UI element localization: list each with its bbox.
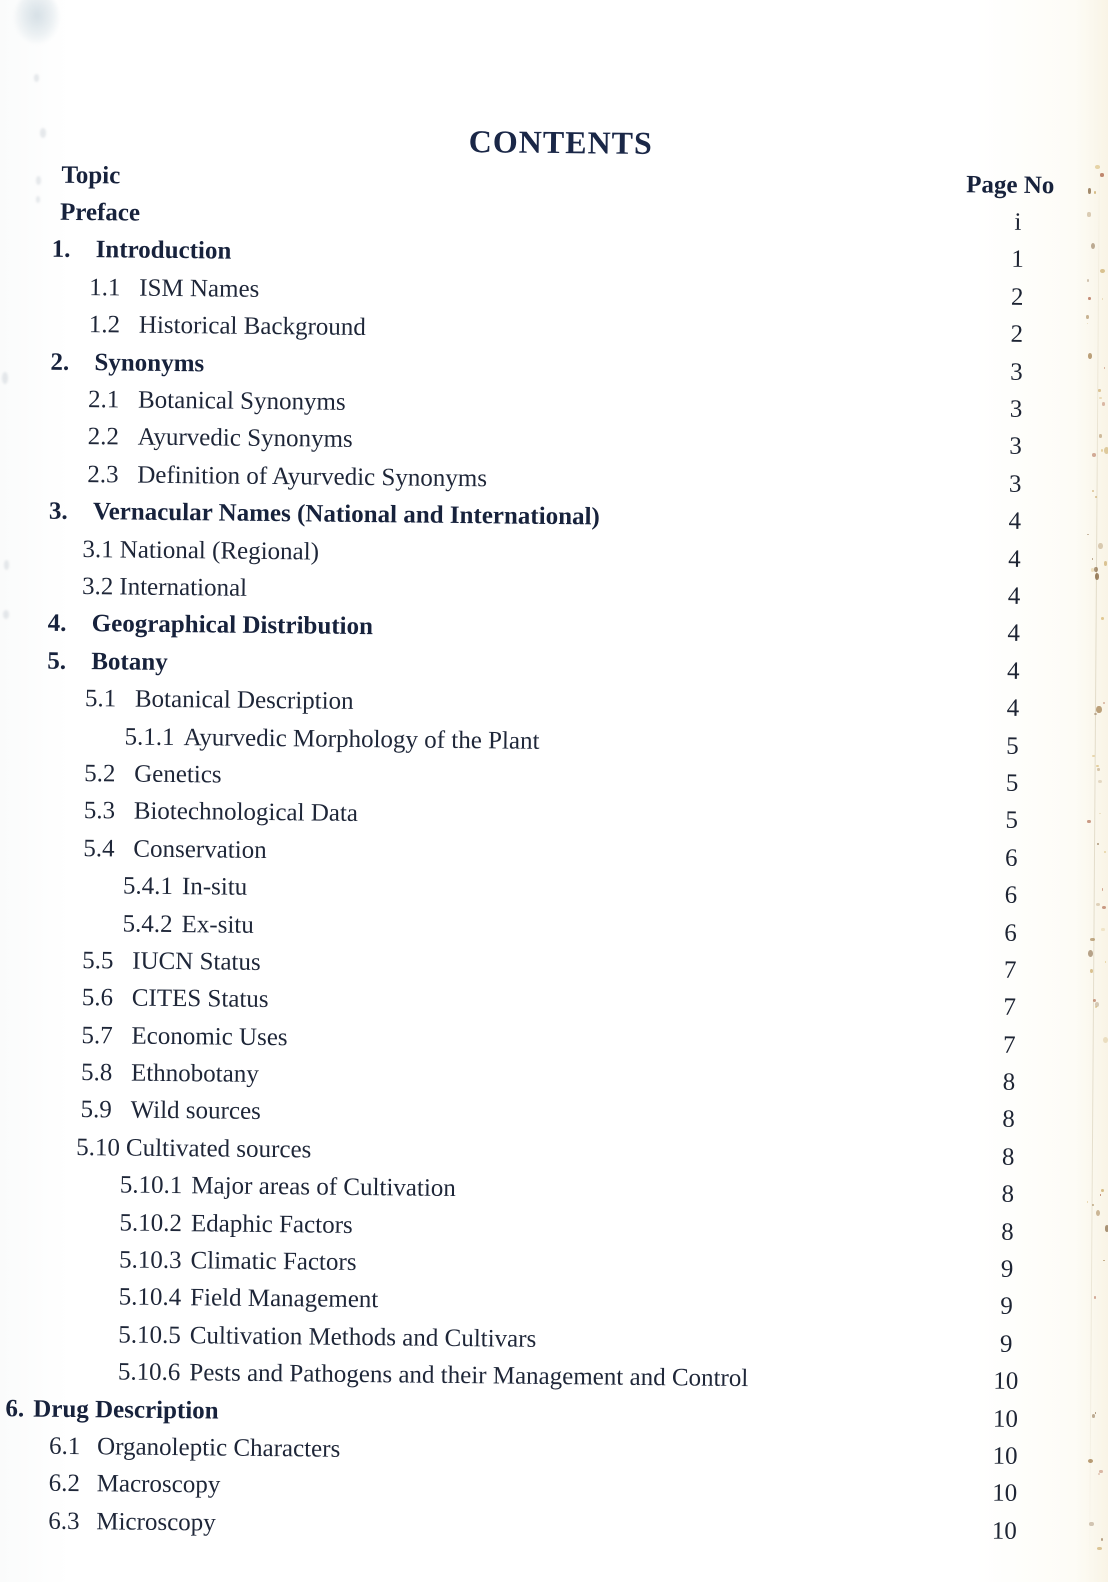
toc-entry-number: 2.: [50, 348, 70, 376]
toc-entry-page: 6: [1004, 881, 1018, 909]
toc-entry-page: 9: [1000, 1293, 1014, 1321]
toc-entry-page: 4: [1007, 620, 1021, 648]
toc-entry-number: 3.: [48, 497, 68, 526]
toc-entry-number: [6, 212, 60, 213]
toc-entry-label: National (Regional): [119, 536, 320, 566]
toc-entry-page: 4: [1007, 582, 1021, 610]
toc-entry-number: 3.1: [82, 535, 114, 563]
toc-entry-number: 6.1: [48, 1432, 81, 1461]
toc-entry-label: Biotechnological Data: [133, 797, 359, 828]
toc-entry-page: 7: [1002, 1031, 1016, 1059]
toc-entry-number: 5.4: [83, 834, 115, 863]
toc-entry-number: 6.3: [48, 1507, 80, 1535]
toc-entry-number: 3.2: [81, 573, 114, 601]
toc-entry-number: 2.3: [87, 460, 119, 489]
toc-entry-page: 7: [1003, 956, 1017, 984]
toc-entry-label: Geographical Distribution: [91, 610, 374, 641]
toc-entry-label: Climatic Factors: [190, 1247, 357, 1276]
toc-entry-label: CITES Status: [131, 984, 269, 1014]
toc-entry-page: 3: [1008, 470, 1022, 498]
toc-entry-page: 7: [1003, 994, 1017, 1022]
toc-entry-label: Genetics: [134, 760, 222, 789]
toc-entry-page: 4: [1006, 694, 1020, 723]
toc-entry-page: 9: [999, 1330, 1013, 1358]
toc-entry-label: Pests and Pathogens and their Management and Control: [189, 1359, 749, 1393]
toc-entry-number: 5.10.5: [118, 1321, 181, 1349]
toc-entry-page: 1: [1011, 246, 1024, 274]
toc-entry-number: 5.6: [81, 984, 114, 1012]
toc-entry-label: Major areas of Cultivation: [191, 1172, 456, 1203]
page-no-column-label: Page No: [966, 170, 1055, 199]
toc-entry-number: 5.10.2: [119, 1209, 183, 1237]
toc-entry-label: Botany: [91, 647, 168, 676]
toc-entry-number: 5.7: [81, 1021, 113, 1050]
toc-entry-number: 5.10: [76, 1133, 121, 1162]
toc-entry-page: 3: [1010, 358, 1023, 386]
toc-entry-page: 8: [1001, 1218, 1014, 1246]
toc-entry-label: Botanical Synonyms: [137, 386, 346, 416]
toc-entry-label: Cultivated sources: [125, 1134, 312, 1164]
contents-title: CONTENTS: [468, 123, 653, 161]
toc-entry-label: IUCN Status: [132, 947, 261, 976]
toc-entry-number: 2.2: [87, 423, 120, 451]
toc-entry-page: 6: [1004, 844, 1018, 872]
toc-entry-page: 5: [1006, 732, 1019, 760]
toc-entry-label: Conservation: [133, 835, 267, 864]
toc-entry-label: Ethnobotany: [130, 1059, 259, 1088]
toc-entry-number: 5.8: [80, 1059, 113, 1087]
toc-entry-label: Cultivation Methods and Cultivars: [189, 1322, 537, 1353]
toc-entry-label: Economic Uses: [131, 1022, 288, 1051]
toc-entry-page: 2: [1010, 321, 1024, 349]
toc-entry-number: 6.: [5, 1394, 25, 1423]
toc-entry-label: Historical Background: [138, 311, 367, 342]
toc-entry-number: 5.1.1: [124, 723, 175, 751]
toc-entry-label: Definition of Ayurvedic Synonyms: [137, 461, 488, 493]
toc-entry-number: 1.: [51, 236, 71, 264]
toc-entry-page: 10: [993, 1367, 1019, 1396]
toc-entry-page: 4: [1006, 657, 1020, 685]
edge-speck: [1101, 1538, 1103, 1541]
toc-entry-label: Synonyms: [94, 348, 205, 377]
toc-entry-page: 10: [992, 1442, 1018, 1470]
topic-column-label: Topic: [61, 161, 121, 190]
toc-entry-page: 10: [992, 1479, 1018, 1508]
toc-entry-number: 5.4.2: [122, 909, 173, 938]
toc-entry-number: 5.9: [80, 1096, 113, 1124]
toc-entry-page: 8: [1001, 1143, 1015, 1171]
toc-entry-number: 1.2: [88, 311, 121, 339]
toc-entry-label: Ayurvedic Synonyms: [137, 424, 353, 454]
toc-entry-number: 4.: [47, 610, 67, 638]
toc-entry-label: Ex-situ: [181, 910, 254, 939]
toc-entry-page: 8: [1002, 1106, 1015, 1134]
toc-entry-page: 8: [1001, 1180, 1015, 1209]
toc-entry-page: 5: [1005, 807, 1019, 835]
toc-entry-page: 2: [1010, 283, 1024, 311]
toc-entry-label: Ayurvedic Morphology of the Plant: [183, 723, 540, 755]
toc-entry-number: 1.1: [89, 273, 121, 302]
toc-entry-page: 4: [1008, 545, 1021, 573]
toc-entry-label: In-situ: [181, 873, 248, 901]
toc-entry-label: ISM Names: [139, 274, 260, 303]
toc-entry-number: 2.1: [87, 386, 120, 414]
toc-entry-label: Preface: [59, 198, 141, 227]
toc-entry-page: 4: [1008, 507, 1022, 536]
toc-entry-page: i: [1014, 208, 1022, 236]
toc-entry-page: 8: [1002, 1068, 1016, 1096]
toc-entry-label: Edaphic Factors: [190, 1209, 353, 1239]
toc-entry-label: Microscopy: [96, 1507, 216, 1537]
toc-entry-number: 5.10.4: [118, 1283, 182, 1312]
toc-entry-number: 5.10.3: [118, 1246, 182, 1275]
toc-entry-number: 5.3: [83, 797, 116, 825]
toc-entry-number: 5.: [47, 647, 67, 675]
toc-entry-label: Organoleptic Characters: [96, 1433, 341, 1463]
toc-entry-number: 5.2: [84, 760, 116, 788]
toc-entry-page: 5: [1005, 769, 1019, 797]
table-of-contents: [0, 156, 1108, 1551]
toc-entry-page: 3: [1009, 433, 1023, 461]
toc-entry-number: 5.10.6: [117, 1358, 181, 1387]
toc-entry-page: 10: [992, 1405, 1019, 1433]
toc-entry-number: 6.2: [48, 1470, 81, 1498]
toc-entry-label: Botanical Description: [134, 685, 354, 716]
toc-entry-label: Drug Description: [33, 1395, 219, 1425]
toc-entry-number: 5.1: [84, 685, 117, 713]
toc-entry-label: International: [119, 573, 248, 602]
toc-entry-label: Wild sources: [130, 1097, 261, 1126]
toc-entry-label: Macroscopy: [96, 1470, 221, 1499]
toc-entry-page: 9: [1000, 1255, 1014, 1283]
toc-list: [0, 194, 1108, 1552]
edge-speck: [1103, 1260, 1104, 1261]
toc-entry-number: 5.4.1: [122, 872, 174, 901]
toc-entry-label: Vernacular Names (National and International): [92, 498, 600, 531]
toc-entry-page: 3: [1009, 395, 1023, 423]
toc-entry-label: Field Management: [190, 1284, 379, 1314]
toc-entry-number: 5.10.1: [119, 1171, 183, 1200]
toc-entry-number: 5.5: [82, 946, 114, 975]
toc-entry-page: 6: [1004, 919, 1017, 947]
toc-entry-page: 10: [991, 1517, 1017, 1545]
toc-entry-label: Introduction: [95, 236, 232, 266]
